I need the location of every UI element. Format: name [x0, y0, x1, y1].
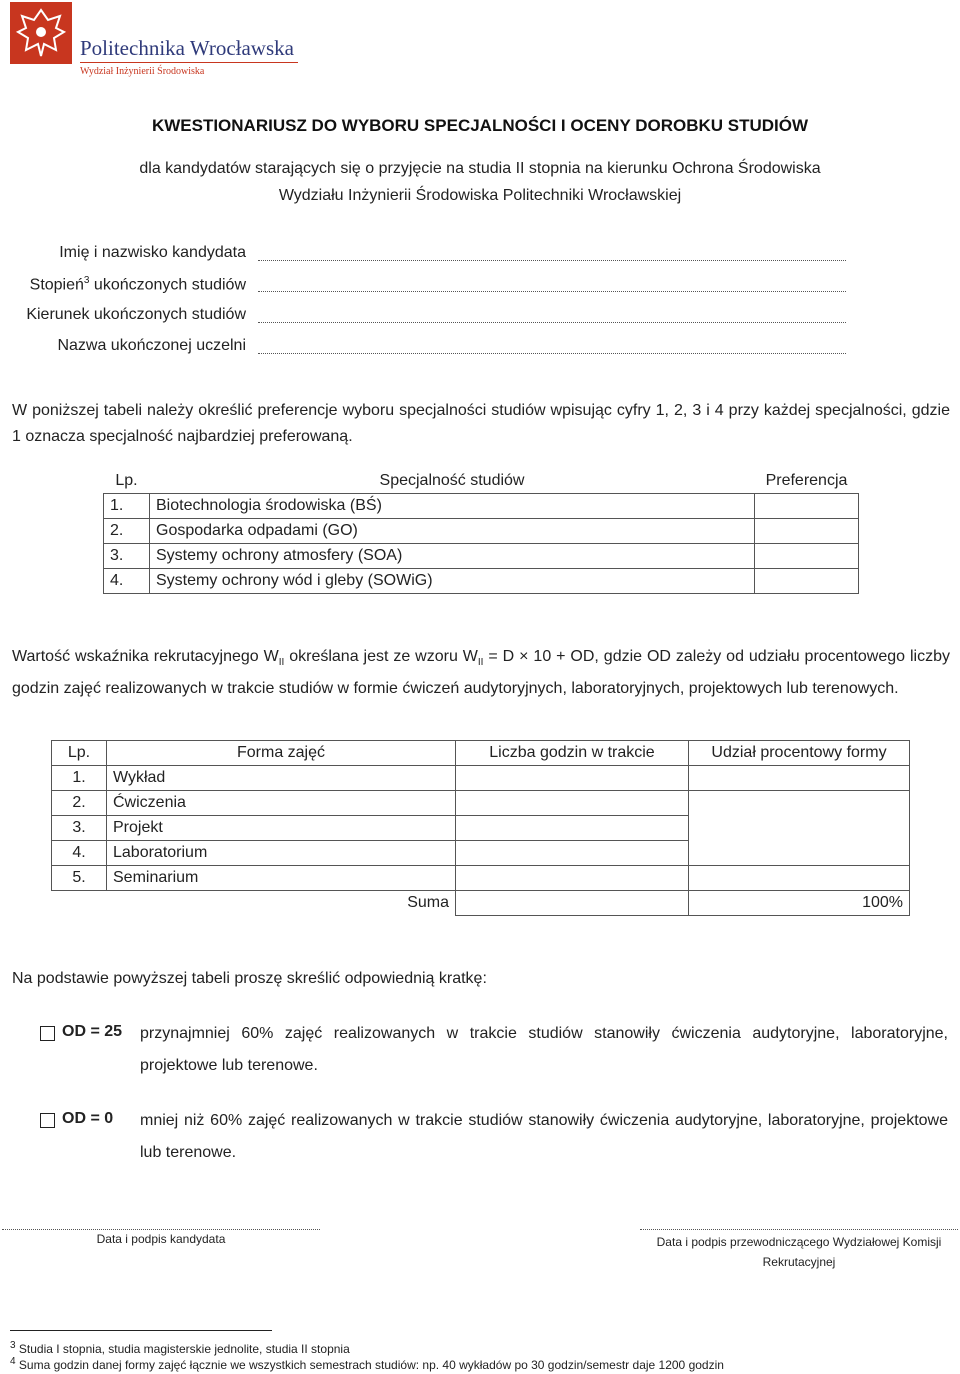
hours-cell[interactable]: [456, 841, 689, 866]
col-header-preference: Preferencja: [765, 472, 848, 489]
row-lp: 3.: [52, 816, 107, 841]
row-form: Projekt: [107, 816, 456, 841]
row-specialty: Systemy ochrony atmosfery (SOA): [150, 544, 755, 569]
checkbox-instruction: Na podstawie powyższej tabeli proszę skreślić odpowiednią kratkę:: [12, 970, 487, 987]
row-specialty: Biotechnologia środowiska (BŚ): [150, 494, 755, 519]
hours-cell[interactable]: [456, 766, 689, 791]
preference-cell[interactable]: [755, 519, 859, 544]
row-lp: 2.: [104, 519, 150, 544]
sum-percentage: 100%: [689, 891, 910, 916]
row-lp: 4.: [52, 841, 107, 866]
table-row: [104, 494, 859, 519]
row-form: Wykład: [107, 766, 456, 791]
logo-divider: [80, 62, 298, 63]
university-field-label: Nazwa ukończonej uczelni: [57, 337, 246, 354]
hours-cell[interactable]: [456, 816, 689, 841]
subtitle-line-2: Wydziału Inżynierii Środowiska Politechniki Wrocławskiej: [278, 187, 682, 204]
preference-cell[interactable]: [755, 569, 859, 594]
row-specialty: Systemy ochrony wód i gleby (SOWiG): [150, 569, 755, 594]
hours-cell[interactable]: [456, 791, 689, 816]
table-row: [52, 791, 910, 816]
row-lp: 3.: [104, 544, 150, 569]
footnote-3: $^3$ Studia I stopnia, studia magisterskie jednolite, studia II stopnia: [10, 1340, 350, 1356]
sum-row: [52, 891, 910, 916]
hours-cell[interactable]: [456, 866, 689, 891]
option-od-25: [40, 1018, 950, 1082]
col-header-form: Forma zajęć: [107, 741, 456, 766]
major-field-label: Kierunek ukończonych studiów: [26, 306, 246, 323]
row-form: Ćwiczenia: [107, 791, 456, 816]
sum-hours-cell[interactable]: [456, 891, 689, 916]
university-logo: [10, 2, 300, 82]
table-header-row: [52, 741, 910, 766]
logo-university-name: Politechnika Wrocławska: [80, 36, 294, 60]
document-title: KWESTIONARIUSZ DO WYBORU SPECJALNOŚCI I OCENY DOROBKU STUDIÓW: [151, 116, 809, 135]
chair-signature-line[interactable]: [640, 1229, 958, 1230]
eagle-emblem-icon: [10, 2, 72, 64]
preferences-instruction: W poniższej tabeli należy określić preferencje wyboru specjalności studiów wpisując cyfry 1, 2, 3 i 4 przy każdej specjalności, gdzie 1 oznacza specjalność najbardziej preferowaną.: [12, 402, 950, 445]
subtitle-line-1: dla kandydatów starających się o przyjęcie na studia II stopnia na kierunku Ochrona Środowiska: [139, 160, 821, 177]
row-form: Laboratorium: [107, 841, 456, 866]
sum-label: Suma: [407, 894, 449, 912]
logo-faculty-name: Wydział Inżynierii Środowiska: [80, 66, 205, 77]
table-row: [52, 866, 910, 891]
row-lp: 4.: [104, 569, 150, 594]
table-row: [52, 766, 910, 791]
od-0-checkbox[interactable]: [40, 1113, 55, 1128]
option-od-0: [40, 1105, 950, 1169]
table-header-row: [104, 469, 859, 494]
formula-paragraph: Wartość wskaźnika rekrutacyjnego $W_{II}$ określana jest ze wzoru $W_{II} = D \times 10$ + OD, gdzie OD zależy od udziału procentowego liczby godzin zajęć realizowanych w trakcie studiów w formie ćwiczeń audytoryjnych, laboratoryjnych, projektowych lub terenowych.: [12, 648, 950, 698]
od-0-description: mniej niż 60% zajęć realizowanych w trakcie studiów stanowiły ćwiczenia audytoryjne, laboratoryjne, projektowe lub terenowe.: [140, 1112, 948, 1161]
degree-field-label: Stopień$^3$ ukończonych studiów: [29, 275, 246, 294]
table-row: [104, 544, 859, 569]
candidate-signature-label: Data i podpis kandydata: [96, 1232, 226, 1246]
footnote-4: $^4$ Suma godzin danej formy zajęć łącznie we wszystkich semestrach studiów: np. 40 wykładów po 30 godzin/semestr daje 1200 godzin: [10, 1356, 724, 1372]
col-header-hours: Liczba godzin w trakcie: [456, 741, 689, 766]
name-field-label: Imię i nazwisko kandydata: [59, 244, 246, 261]
footnote-divider: [10, 1330, 272, 1331]
row-lp: 5.: [52, 866, 107, 891]
chair-signature-label: Data i podpis przewodniczącego Wydziałowej Komisji Rekrutacyjnej: [656, 1235, 942, 1269]
col-header-specialty: Specjalność studiów: [379, 472, 525, 489]
preference-cell[interactable]: [755, 544, 859, 569]
university-field[interactable]: [258, 353, 846, 354]
od-25-checkbox[interactable]: [40, 1026, 55, 1041]
col-header-percentage: Udział procentowy formy: [689, 741, 910, 766]
od-25-description: przynajmniej 60% zajęć realizowanych w trakcie studiów stanowiły ćwiczenia audytoryjne, laboratoryjne, projektowe lub terenowe.: [140, 1025, 948, 1074]
preference-cell[interactable]: [755, 494, 859, 519]
table-row: [104, 519, 859, 544]
major-field[interactable]: [258, 322, 846, 323]
row-lp: 1.: [52, 766, 107, 791]
col-header-lp: Lp.: [115, 472, 138, 489]
percentage-cell[interactable]: [689, 766, 910, 791]
specialty-table: [103, 469, 859, 594]
row-lp: 1.: [104, 494, 150, 519]
table-row: [104, 569, 859, 594]
col-header-lp: Lp.: [52, 741, 107, 766]
name-field[interactable]: [258, 260, 846, 261]
percentage-cell[interactable]: [689, 866, 910, 891]
row-specialty: Gospodarka odpadami (GO): [150, 519, 755, 544]
od-25-label: OD = 25: [62, 1023, 123, 1040]
degree-field[interactable]: [258, 291, 846, 292]
row-lp: 2.: [52, 791, 107, 816]
row-form: Seminarium: [107, 866, 456, 891]
od-0-label: OD = 0: [62, 1110, 114, 1127]
percentage-cell[interactable]: [689, 791, 910, 866]
classes-table: [51, 740, 910, 916]
candidate-signature-line[interactable]: [2, 1229, 320, 1230]
